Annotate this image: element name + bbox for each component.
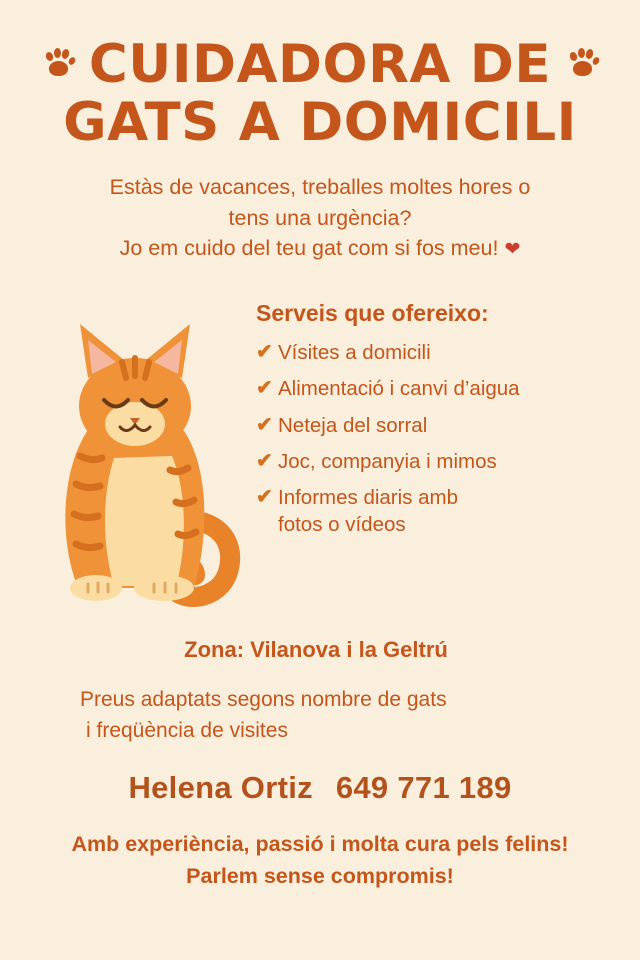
contact-block [0,770,640,806]
intro-line-1: Estàs de vacances, treballes moltes hores o [109,175,531,200]
intro-line-3: Jo em cuido del teu gat com si fos meu! [119,236,499,261]
service-label: Alimentació i canvi d’aigua [278,377,520,401]
service-label: Neteja del sorral [278,413,428,437]
paw-icon [565,44,599,78]
services-column [250,282,616,548]
middle-section [0,282,640,623]
prices-text [0,685,640,746]
title-row-1 [0,34,640,95]
service-label-second-line: fotos o vídeos [278,513,406,537]
contact-name: Helena Ortiz [128,769,313,805]
contact-phone[interactable]: 649 771 189 [335,769,512,805]
service-label-wrap [278,484,458,539]
prices-line-1: Preus adaptats segons nombre de gats [80,688,447,712]
heart-icon: ❤ [504,239,521,261]
intro-line-2: tens una urgència? [228,205,412,230]
paw-icon [41,44,75,78]
footer-line-2: Parlem sense compromis! [186,864,454,889]
title-row-2 [0,92,640,154]
service-label: Vísites a domicili [278,341,431,365]
list-item [256,484,616,539]
check-icon: ✔ [256,449,273,472]
intro-line-3-wrap [32,233,608,264]
cat-illustration-column [18,282,250,623]
zone-text: Zona: Vilanova i la Geltrú [184,637,448,663]
service-label: Joc, companyia i mimos [278,449,497,473]
footer-line-1: Amb experiència, passió i molta cura pels felins! [71,831,569,856]
ginger-cat-illustration [18,288,246,618]
list-item [256,448,616,475]
list-item [256,339,616,366]
prices-line-2: i freqüència de visites [86,718,288,742]
list-item [256,375,616,402]
page-title-line-2: GATS A DOMICILI [63,92,577,154]
check-icon: ✔ [256,486,273,509]
check-icon: ✔ [256,341,273,364]
check-icon: ✔ [256,413,273,436]
check-icon: ✔ [256,377,273,400]
intro-text [0,172,640,264]
services-list [256,339,616,539]
list-item [256,412,616,439]
footer-text [0,828,640,893]
page-title-line-1: CUIDADORA DE [88,34,552,95]
services-heading: Serveis que ofereixo: [256,300,489,327]
title-block [0,0,640,154]
service-label: Informes diaris amb [278,486,459,510]
